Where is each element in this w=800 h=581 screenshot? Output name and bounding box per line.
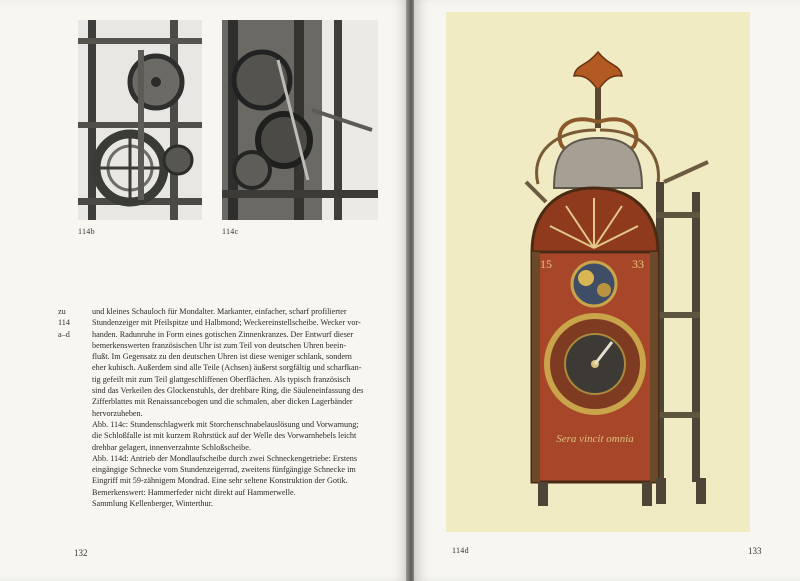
plate-caption-114d: 114d <box>452 546 469 555</box>
text-line: hervorzuheben. <box>92 408 143 418</box>
text-line: handen. Radunruhe in Form eines gotischen Zinnenkranzes. Der Entwurf dieser <box>92 329 354 339</box>
dial-motto: Sera vincit omnia <box>556 433 634 445</box>
text-line: und kleines Schauloch für Mondalter. Markanter, einfacher, scharf profilierter <box>92 307 347 316</box>
figure-caption-114b: 114b <box>78 227 95 236</box>
body-text <box>92 306 384 509</box>
clockwork-movement-photo <box>222 20 378 220</box>
text-line: drehbar gelagert, innenverzahnte Schloßscheibe. <box>92 442 251 452</box>
gothic-iron-clock-photo <box>446 12 750 532</box>
text-line: eingängige Schnecke vom Stundenzeigerrad, zweitens fünfgängige Schnecke im <box>92 465 356 475</box>
text-line: flußt. Im Gegensatz zu den deutschen Uhren ist diese weniger schlank, sondern <box>92 352 352 362</box>
page-number: 132 <box>74 548 88 558</box>
margin-ref: 114 <box>58 318 70 328</box>
text-line: bemerkenswerten französischen Uhr ist zum Teil von deutschen Uhren beein- <box>92 340 347 350</box>
margin-ref: zu <box>58 307 66 316</box>
text-line: Sammlung Kellenberger, Winterthur. <box>92 499 213 509</box>
text-line: sind das Verkeilen des Glockenstuhls, der drehbare Ring, die Säuleneinfassung des <box>92 386 364 396</box>
right-page <box>414 0 800 581</box>
figure-caption-114c: 114c <box>222 227 239 236</box>
dial-year-right: 33 <box>632 257 644 271</box>
margin-ref: a–d <box>58 329 70 339</box>
text-line: Abb. 114d: Antrieb der Mondlaufscheibe durch zwei Schneckengetriebe: Erstens <box>92 453 358 463</box>
clockwork-gears-photo <box>78 20 202 220</box>
text-line: die Schloßfalle ist mit kurzem Rohrstück auf der Welle des Vorwarnhebels leicht <box>92 431 357 441</box>
text-line: Stundenzeiger mit Pfeilspitze und Halbmond; Weckereinstellscheibe. Wecker vor- <box>92 318 361 328</box>
text-line: tig gefeilt mit zum Teil glattgeschliffenen Oberflächen. Als typisch französisch <box>92 374 351 384</box>
text-line: eher kubisch. Außerdem sind alle Teile (Achsen) äußerst sorgfältig und scharfkan- <box>92 363 362 373</box>
dial-year-left: 15 <box>540 257 552 271</box>
text-line: Abb. 114c: Stundenschlagwerk mit Storchenschnabelauslösung und Vorwarnung; <box>92 419 359 429</box>
text-line: Zifferblattes mit Renaissancebogen und die schmalen, aber dicken Lagerbänder <box>92 397 353 407</box>
text-line: Eingriff mit 59-zähnigem Mondrad. Eine sehr seltene Konstruktion der Gotik. <box>92 476 348 486</box>
page-number: 133 <box>748 546 762 556</box>
text-line: Bemerkenswert: Hammerfeder nicht direkt auf Hammerwelle. <box>92 487 296 497</box>
margin-references <box>58 306 82 340</box>
